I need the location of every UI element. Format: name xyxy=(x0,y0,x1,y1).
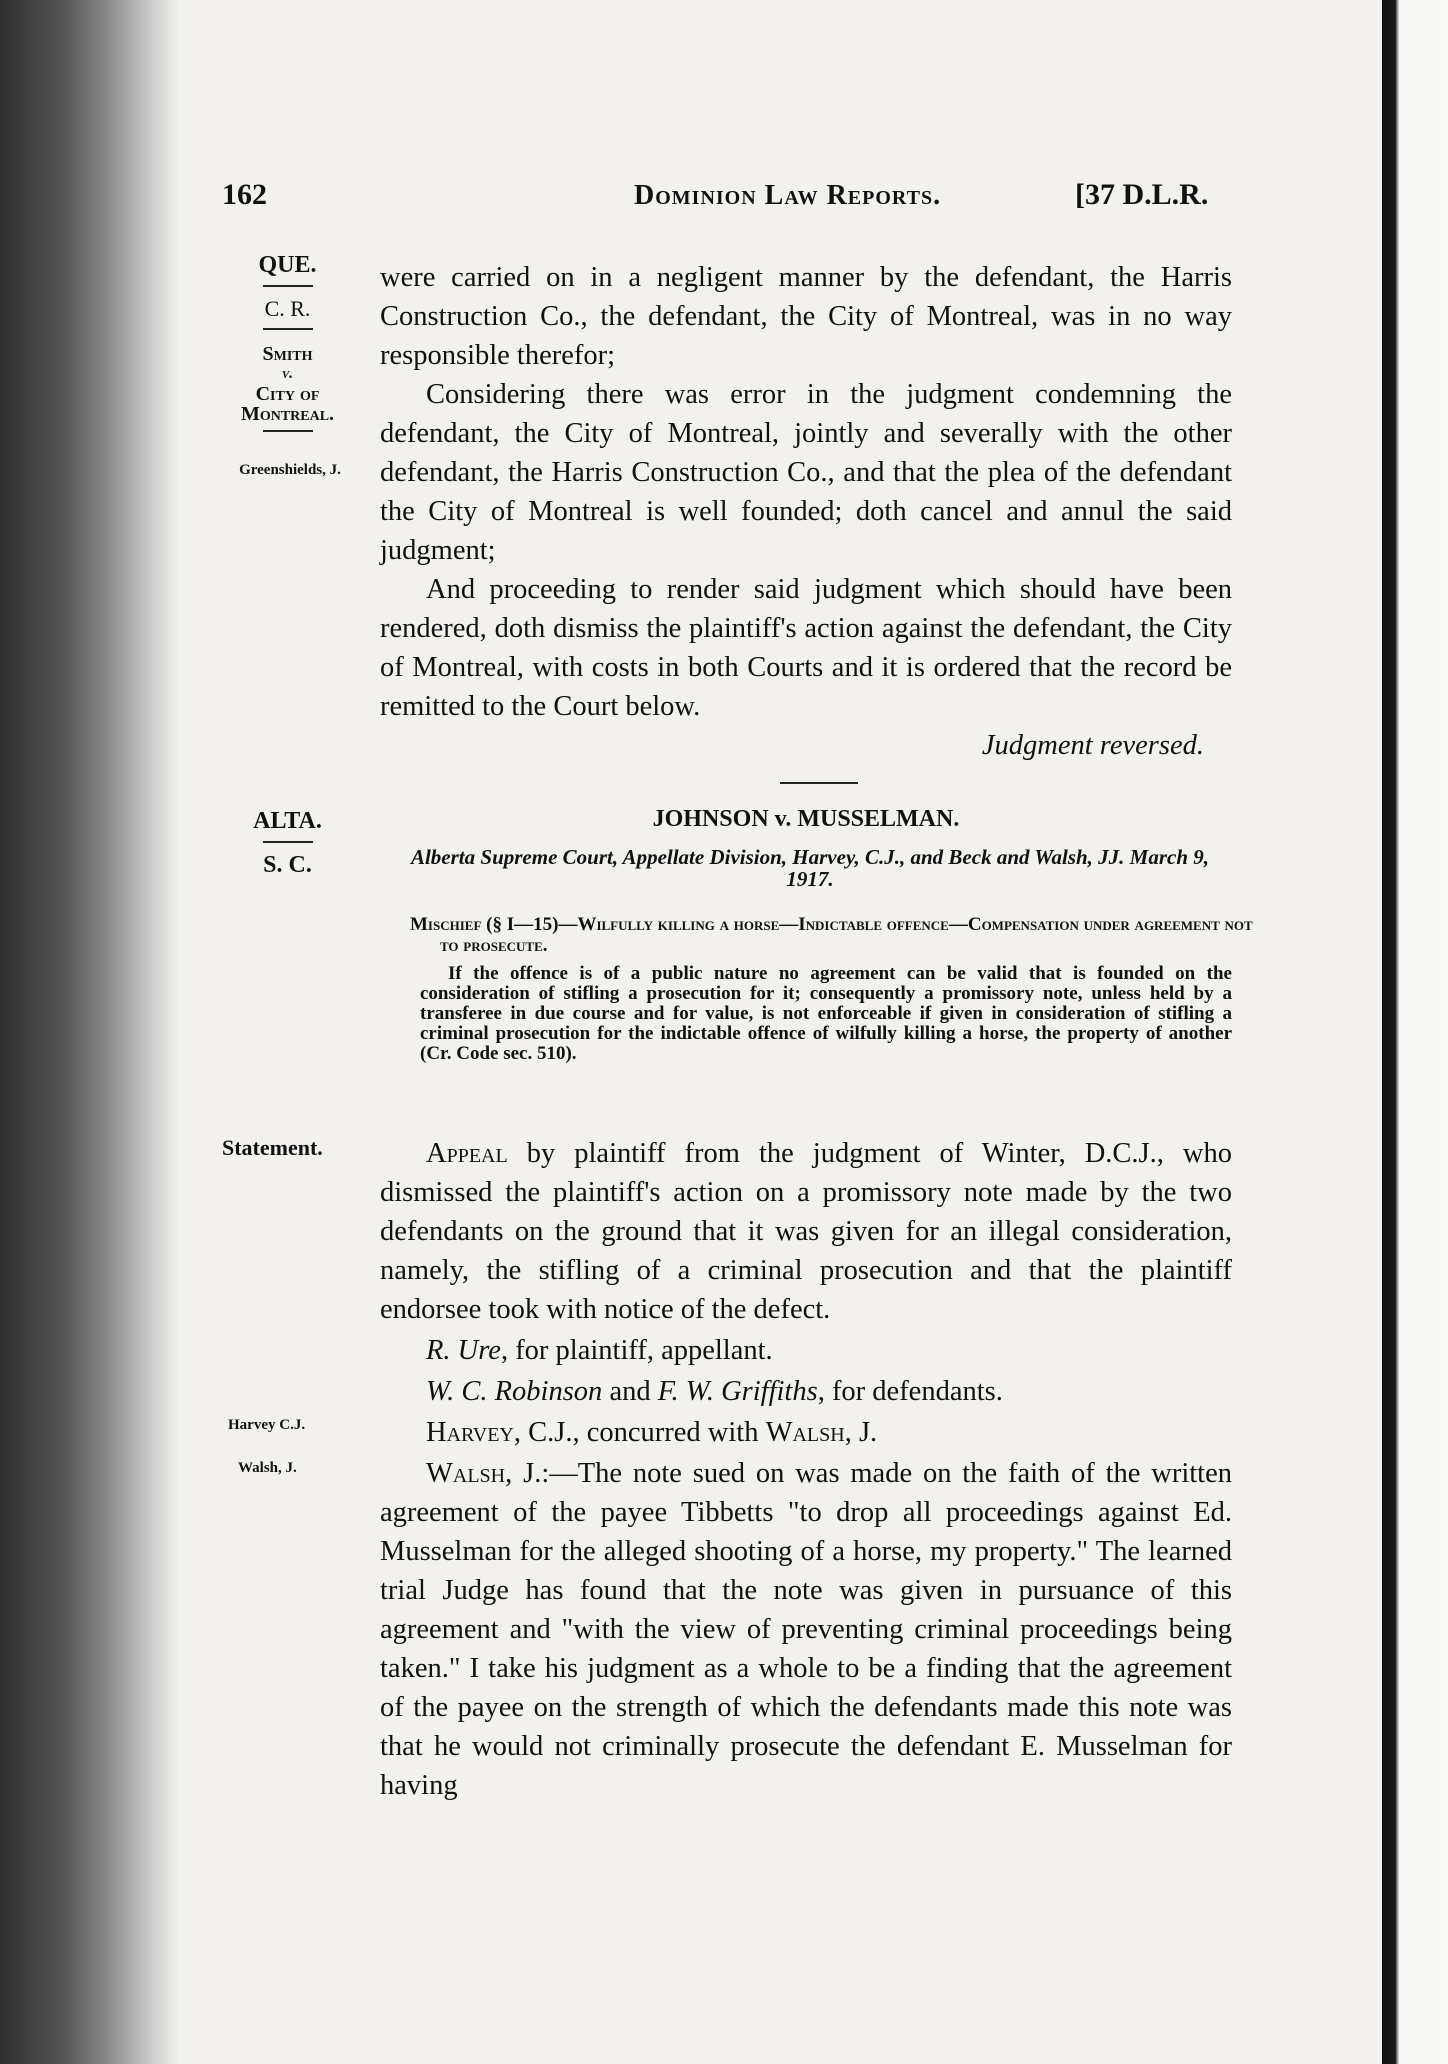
harvey-concurrence xyxy=(380,1413,1232,1452)
judge-name: Harvey xyxy=(426,1417,514,1448)
margin-province-alta xyxy=(220,808,355,849)
counsel-defendants xyxy=(380,1372,1232,1411)
judgment-result: Judgment reversed. xyxy=(981,730,1204,761)
margin-case-versus: v. xyxy=(281,365,294,382)
paragraph: And proceeding to render said judgment which should have been rendered, doth dismiss the plaintiff's action against the defendant, the City of Montreal, with costs in both Courts and it is ordered that the record be remitted to the Court below. xyxy=(380,574,1232,722)
headnote-title: Mischief (§ I—15)—Wilfully killing a horse—Indictable offence—Compensation under agreement not to prosecute. xyxy=(410,914,1253,956)
running-title: Dominion Law Reports. xyxy=(634,180,942,211)
margin-divider xyxy=(263,285,313,287)
margin-judge-greenshields: Greenshields, J. xyxy=(239,462,341,478)
volume-reference: [37 D.L.R. xyxy=(1075,178,1209,211)
margin-province-que xyxy=(220,252,355,293)
page-number: 162 xyxy=(222,178,267,211)
counsel-name: R. Ure xyxy=(426,1335,501,1366)
counsel-plaintiff xyxy=(380,1331,1232,1370)
counsel-joiner: and xyxy=(602,1376,658,1407)
counsel-name: F. W. Griffiths xyxy=(657,1376,818,1407)
counsel-role: , for plaintiff, appellant. xyxy=(500,1335,773,1366)
judge-name: Walsh xyxy=(426,1458,506,1489)
appeal-lead: Appeal xyxy=(426,1138,508,1169)
margin-statement: Statement. xyxy=(222,1135,323,1160)
counsel-name: W. C. Robinson xyxy=(426,1376,603,1407)
upper-judgment-text xyxy=(380,258,1232,765)
judge-name: Walsh xyxy=(765,1417,845,1448)
margin-province-label: ALTA. xyxy=(253,808,322,834)
margin-harvey: Harvey C.J. xyxy=(228,1417,306,1433)
margin-court-alta: S. C. xyxy=(263,852,312,878)
margin-court-label: C. R. xyxy=(264,296,311,321)
paragraph: Considering there was error in the judgment condemning the defendant, the City of Montreal, jointly and severally with the other defendant, the Harris Construction Co., and that the plea of the defendant the City of Montreal is well founded; doth cancel and annul the said judgment; xyxy=(380,379,1232,566)
margin-court-que xyxy=(220,296,355,336)
margin-case-party1: Smith xyxy=(262,343,313,365)
appeal-paragraph xyxy=(380,1134,1232,1329)
paragraph: were carried on in a negligent manner by the defendant, the Harris Construction Co., the defendant, the City of Montreal, was in no way responsible therefor; xyxy=(380,262,1232,371)
margin-divider xyxy=(263,841,313,843)
opinion-text: , J.:—The note sued on was made on the faith of the written agreement of the payee Tibbetts "to drop all proceedings against Ed. Musselman for the alleged shooting of a horse, my property." The learned trial Judge has found that the note was given in pursuance of this agreement and "with the view of preventing criminal proceedings being taken." I take his judgment as a whole to be a finding that the agreement of the payee on the strength of which the defendants made this note was that he would not criminally prosecute the defendant E. Musselman for having xyxy=(380,1458,1232,1801)
margin-divider xyxy=(263,328,313,330)
case-title: JOHNSON v. MUSSELMAN. xyxy=(652,806,960,832)
margin-province-label: QUE. xyxy=(258,252,317,278)
counsel-role: , for defendants. xyxy=(817,1376,1003,1407)
margin-divider xyxy=(263,430,313,432)
court-line: Alberta Supreme Court, Appellate Division, Harvey, C.J., and Beck and Walsh, JJ. March 9, 1917. xyxy=(410,845,1210,891)
concurrence-text: , C.J., concurred with xyxy=(513,1417,766,1448)
concurrence-end: , J. xyxy=(844,1417,878,1448)
appeal-text: by plaintiff from the judgment of Winter, D.C.J., who dismissed the plaintiff's action on a promissory note made by the two defendants on the ground that it was given for an illegal consideration, namely, the stifling of a criminal prosecution and that the plaintiff endorsee took with notice of the defect. xyxy=(380,1138,1232,1325)
margin-case-party2a: City of xyxy=(255,383,320,405)
margin-walsh: Walsh, J. xyxy=(238,1460,297,1476)
margin-case-party2b: Montreal. xyxy=(240,403,335,425)
margin-case-name xyxy=(220,344,355,438)
section-divider xyxy=(780,782,858,784)
lower-judgment-text xyxy=(380,1134,1232,1805)
walsh-opinion xyxy=(380,1454,1232,1805)
headnote-body: If the offence is of a public nature no agreement can be valid that is founded on the consideration of stifling a prosecution for it; consequently a promissory note, unless held by a transferee in due course and for value, is not enforceable if given in consideration of stifling a criminal prosecution for the indictable offence of wilfully killing a horse, the property of another (Cr. Code sec. 510). xyxy=(420,963,1232,1064)
